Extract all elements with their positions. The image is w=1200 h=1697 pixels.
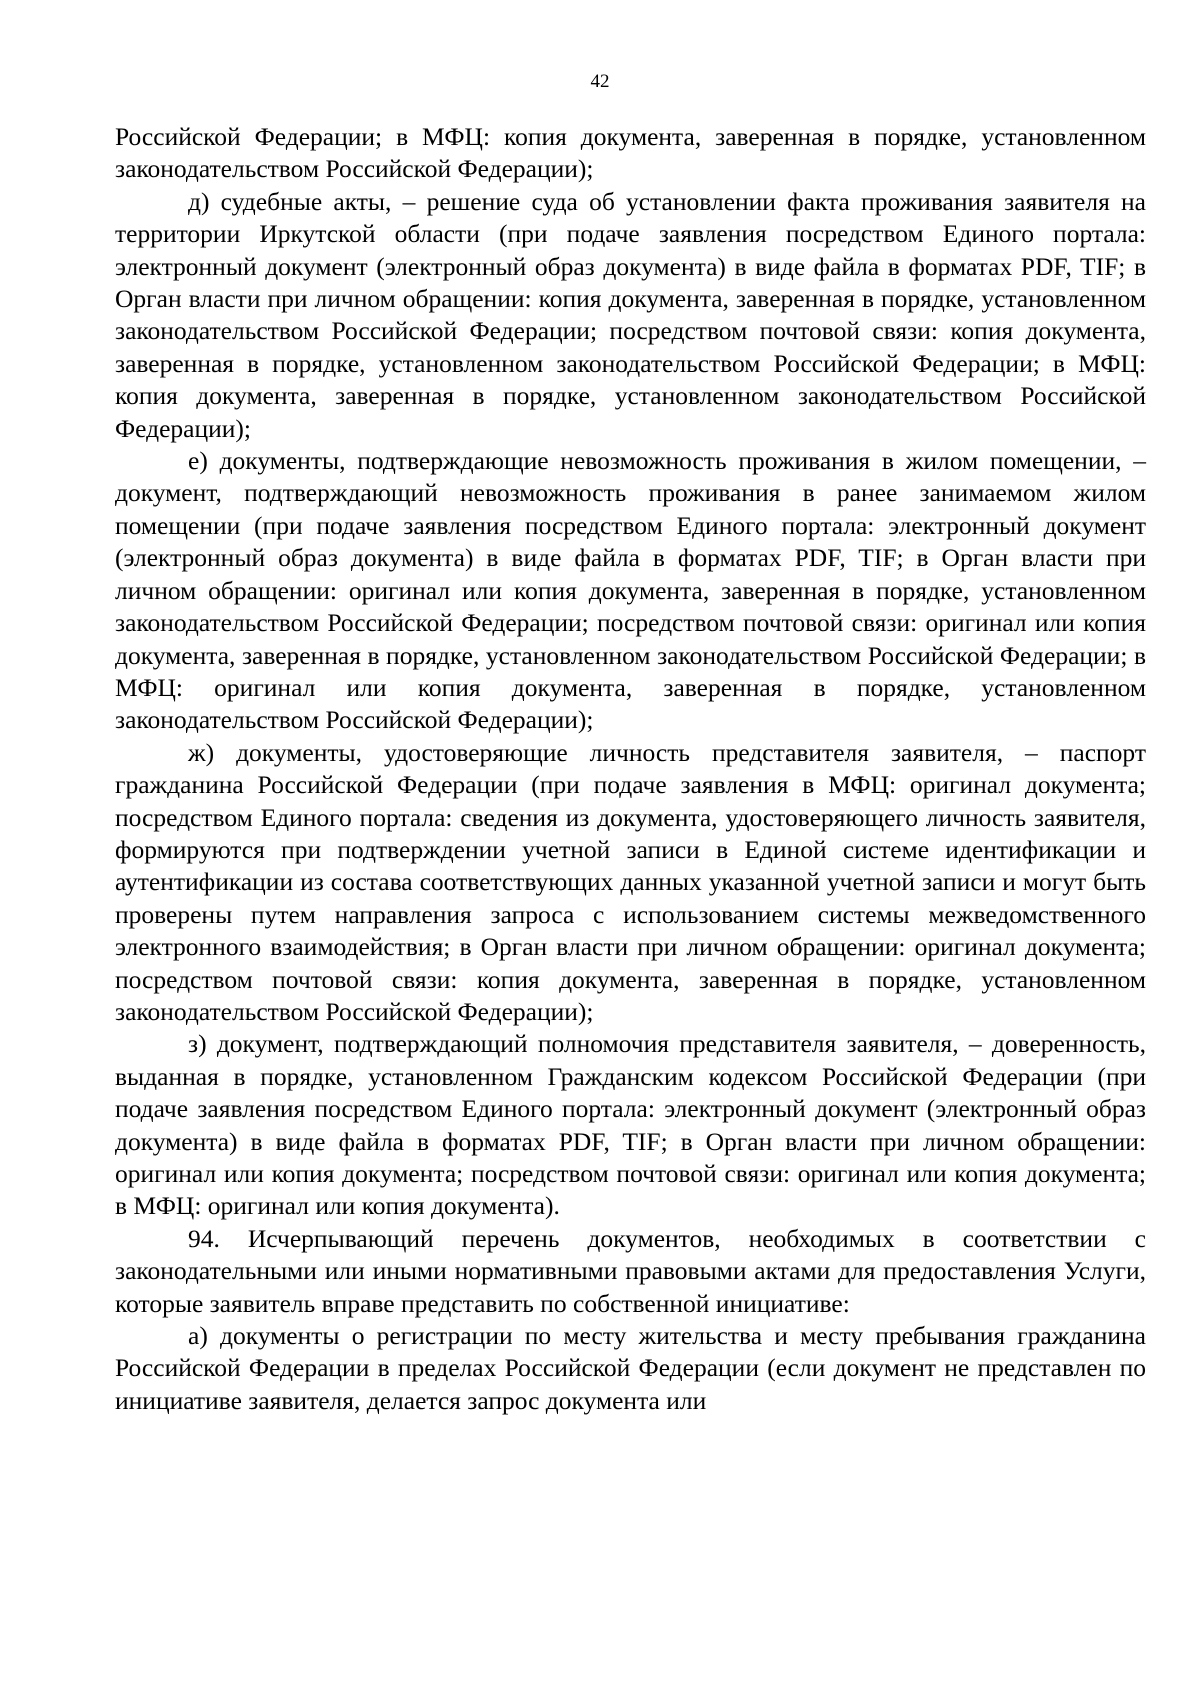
paragraph-item-d: д) судебные акты, – решение суда об установлении факта проживания заявителя на территории Иркутской области (при подаче заявления посредством Единого портала: электронный документ (электронный образ документа) в виде файла в форматах PDF, TIF; в Орган власти при личном обращении: копия документа, заверенная в порядке, установленном законодательством Российской Федерации; посредством почтовой связи: копия документа, заверенная в порядке, установленном законодательством Российской Федерации; в МФЦ: копия документа, заверенная в порядке, установленном законодательством Российской Федерации); [115,186,1146,443]
paragraph-item-zh: ж) документы, удостоверяющие личность представителя заявителя, – паспорт гражданина Российской Федерации (при подаче заявления в МФЦ: оригинал документа; посредством Единого портала: сведения из документа, удостоверяющего личность заявителя, формируются при подтверждении учетной записи в Единой системе идентификации и аутентификации из состава соответствующих данных указанной учетной записи и могут быть проверены путем направления запроса с использованием системы межведомственного электронного взаимодействия; в Орган власти при личном обращении: оригинал документа; посредством почтовой связи: копия документа, заверенная в порядке, установленном законодательством Российской Федерации); [115,737,1146,1026]
page-number: 42 [590,71,610,92]
paragraph-item-a: а) документы о регистрации по месту жительства и месту пребывания гражданина Российской Федерации в пределах Российской Федерации (если документ не представлен по инициативе заявителя, делается запрос документа или [115,1321,1146,1415]
paragraph-item-z: з) документ, подтверждающий полномочия представителя заявителя, – доверенность, выданная в порядке, установленном Гражданским кодексом Российской Федерации (при подаче заявления посредством Единого портала: электронный документ (электронный образ документа) в виде файла в форматах PDF, TIF; в Орган власти при личном обращении: оригинал или копия документа; посредством почтовой связи: оригинал или копия документа; в МФЦ: оригинал или копия документа). [115,1029,1146,1221]
paragraph-item-e: е) документы, подтверждающие невозможность проживания в жилом помещении, – документ, подтверждающий невозможность проживания в ранее занимаемом жилом помещении (при подаче заявления посредством Единого портала: электронный документ (электронный образ документа) в виде файла в форматах PDF, TIF; в Орган власти при личном обращении: оригинал или копия документа, заверенная в порядке, установленном законодательством Российской Федерации; посредством почтовой связи: оригинал или копия документа, заверенная в порядке, установленном законодательством Российской Федерации; в МФЦ: оригинал или копия документа, заверенная в порядке, установленном законодательством Российской Федерации); [115,446,1146,735]
paragraph-clause-94: 94. Исчерпывающий перечень документов, необходимых в соответствии с законодательными или иными нормативными правовыми актами для предоставления Услуги, которые заявитель вправе представить по собственной инициативе: [115,1223,1146,1318]
paragraph-continuation: Российской Федерации; в МФЦ: копия документа, заверенная в порядке, установленном законодательством Российской Федерации); [115,122,1146,184]
document-body [115,121,1146,1417]
